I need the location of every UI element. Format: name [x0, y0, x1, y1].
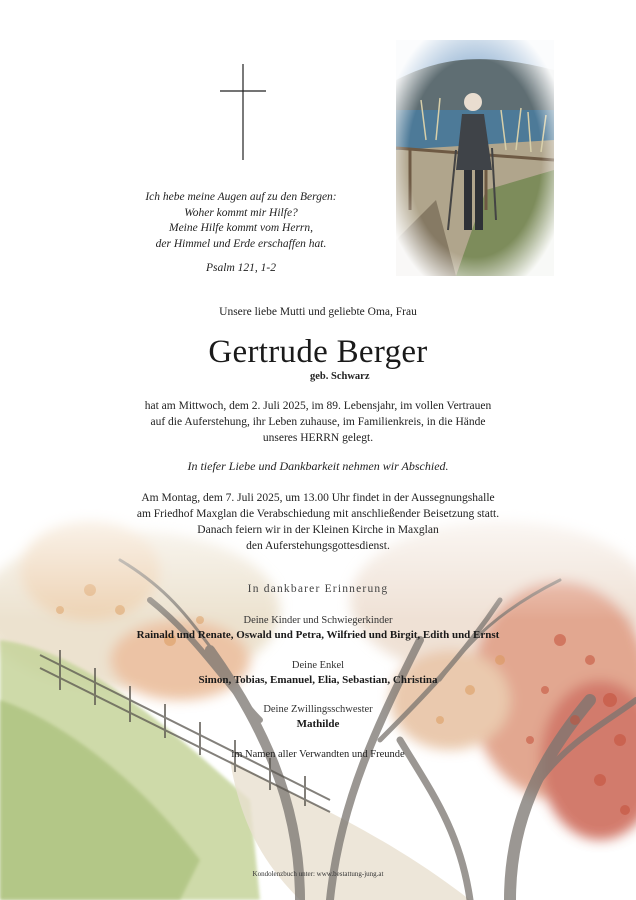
mourner-group-names: Mathilde [296, 718, 340, 730]
verse-line: Meine Hilfe kommt vom Herrn, [168, 222, 314, 234]
cross-icon [220, 64, 266, 160]
portrait-photo [396, 40, 554, 276]
announcement-text [0, 398, 636, 446]
announcement-line: auf die Auferstehung, ihr Leben zuhause, im Familienkreis, in die Hände [150, 416, 486, 428]
memory-heading: In dankbarer Erinnerung [247, 583, 389, 595]
verse-reference: Psalm 121, 1-2 [206, 262, 276, 274]
farewell-line: In tiefer Liebe und Dankbarkeit nehmen wir Abschied. [187, 459, 449, 473]
mourner-group-names: Simon, Tobias, Emanuel, Elia, Sebastian, Christina [198, 674, 438, 686]
closing-line: im Namen aller Verwandten und Freunde [231, 749, 405, 760]
verse-line: Ich hebe meine Augen auf zu den Bergen: [145, 191, 337, 203]
mourner-group-label: Deine Zwillingsschwester [263, 704, 373, 715]
announcement-line: unseres HERRN gelegt. [262, 432, 374, 444]
mourner-group-names: Rainald und Renate, Oswald und Petra, Wilfried und Birgit, Edith und Ernst [136, 629, 500, 641]
service-line: am Friedhof Maxglan die Verabschiedung mit anschließender Beisetzung statt. [136, 508, 500, 520]
verse-line: der Himmel und Erde erschaffen hat. [155, 237, 327, 250]
maiden-name: geb. Schwarz [310, 371, 370, 382]
mourner-group-label: Deine Kinder und Schwiegerkinder [243, 615, 393, 626]
verse-line: Woher kommt mir Hilfe? [184, 206, 298, 219]
service-line: den Auferstehungsgottesdienst. [246, 540, 390, 552]
announcement-line: hat am Mittwoch, dem 2. Juli 2025, im 89. Lebensjahr, im vollen Vertrauen [144, 400, 492, 412]
service-line: Am Montag, dem 7. Juli 2025, um 13.00 Uhr findet in der Aussegnungshalle [141, 492, 495, 504]
psalm-verse [96, 190, 386, 277]
service-line: Danach feiern wir in der Kleinen Kirche in Maxglan [197, 524, 439, 536]
mourner-group-label: Deine Enkel [291, 660, 345, 671]
service-details [0, 490, 636, 554]
intro-line: Unsere liebe Mutti und geliebte Oma, Frau [219, 306, 417, 318]
deceased-name: Gertrude Berger [208, 334, 428, 370]
condolence-book-link[interactable]: Kondolenzbuch unter: www.bestattung-jung.at [252, 870, 384, 878]
